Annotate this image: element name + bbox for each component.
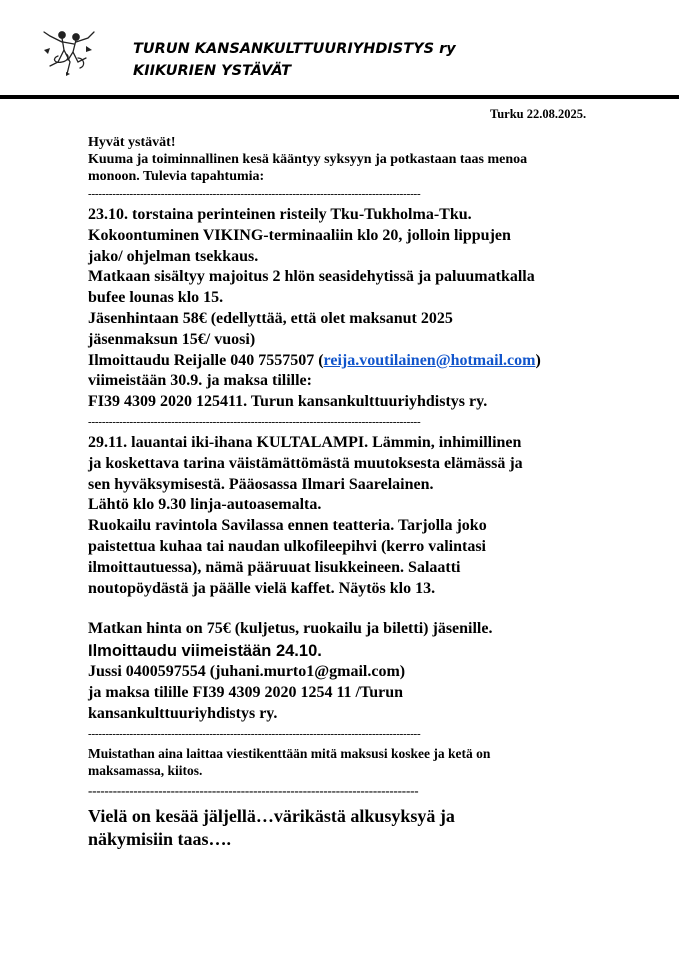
- separator: ------------------------------------------------------------------------------------------------: [88, 188, 421, 200]
- intro: [88, 134, 648, 185]
- event-contact: Jussi 0400597554 (juhani.murto1@gmail.com): [88, 663, 406, 681]
- registration-text-end: ): [535, 351, 541, 369]
- event-line: 29.11. lauantai iki-ihana KULTALAMPI. Lämmin, inhimillinen: [88, 433, 522, 451]
- event-line: ilmoittautuessa), nämä pääruuat lisukkeineen. Salaatti: [88, 558, 461, 576]
- letter-body: [88, 134, 648, 851]
- event-line: jako/ ohjelman tsekkaus.: [88, 247, 259, 265]
- organization-name: [133, 38, 456, 82]
- registration-text: Ilmoittaudu Reijalle 040 7557507 (: [88, 351, 324, 369]
- intro-line: Kuuma ja toiminnallinen kesä kääntyy syksyyn ja potkastaan taas menoa: [88, 152, 528, 167]
- separator: ------------------------------------------------------------------------------------------------: [88, 727, 421, 740]
- event-deadline: Ilmoittaudu viimeistään 24.10.: [88, 642, 322, 661]
- org-line-2: KIIKURIEN YSTÄVÄT: [133, 63, 292, 79]
- event-line: bufee lounas klo 15.: [88, 289, 224, 307]
- event-theatre: [88, 433, 648, 725]
- org-line-1: TURUN KANSANKULTTUURIYHDISTYS ry: [133, 41, 456, 57]
- event-line: Ruokailu ravintola Savilassa ennen teatteria. Tarjolla joko: [88, 517, 487, 535]
- email-link[interactable]: reija.voutilainen@hotmail.com: [323, 351, 536, 369]
- event-line: Matkaan sisältyy majoitus 2 hlön seasidehytissä ja paluumatkalla: [88, 268, 535, 286]
- reminder: [88, 745, 648, 780]
- header-divider: [0, 95, 679, 99]
- event-payment: kansankulttuuriyhdistys ry.: [88, 704, 278, 722]
- event-line: viimeistään 30.9. ja maksa tilille:: [88, 372, 312, 390]
- closing-line: näkymisiin taas….: [88, 828, 232, 849]
- closing-line: Vielä on kesää jäljellä…värikästä alkusyksyä ja: [88, 805, 455, 826]
- event-line: sen hyväksymisestä. Pääosassa Ilmari Saarelainen.: [88, 475, 434, 493]
- event-line: paistettua kuhaa tai naudan ulkofileepihvi (kerro valintasi: [88, 537, 486, 555]
- event-cruise: [88, 205, 648, 413]
- event-line: Kokoontuminen VIKING-terminaaliin klo 20, jolloin lippujen: [88, 226, 511, 244]
- reminder-line: maksamassa, kiitos.: [88, 763, 203, 779]
- closing: [88, 805, 648, 851]
- greeting: Hyvät ystävät!: [88, 135, 176, 150]
- event-line: jäsenmaksun 15€/ vuosi): [88, 330, 256, 348]
- event-line: FI39 4309 2020 125411. Turun kansankulttuuriyhdistys ry.: [88, 393, 488, 411]
- separator: --------------------------------------------------------------------------------: [88, 782, 419, 798]
- spacer: [88, 599, 648, 619]
- separator: ------------------------------------------------------------------------------------------------: [88, 415, 421, 428]
- event-line: Lähtö klo 9.30 linja-autoasemalta.: [88, 496, 322, 514]
- event-payment: ja maksa tilille FI39 4309 2020 1254 11 /Turun: [88, 683, 403, 701]
- event-line: noutopöydästä ja päälle vielä kaffet. Näytös klo 13.: [88, 579, 436, 597]
- event-line: Jäsenhintaan 58€ (edellyttää, että olet maksanut 2025: [88, 309, 453, 327]
- event-line: ja koskettava tarina väistämättömästä muutoksesta elämässä ja: [88, 454, 523, 472]
- event-line: 23.10. torstaina perinteinen risteily Tku-Tukholma-Tku.: [88, 206, 472, 223]
- intro-line: monoon. Tulevia tapahtumia:: [88, 169, 265, 184]
- dancing-couple-icon: [40, 28, 98, 78]
- reminder-line: Muistathan aina laittaa viestikenttään mitä maksusi koskee ja ketä on: [88, 745, 491, 761]
- letter-date: Turku 22.08.2025.: [490, 107, 587, 121]
- event-line: [88, 351, 648, 372]
- event-price: Matkan hinta on 75€ (kuljetus, ruokailu ja biletti) jäsenille.: [88, 620, 493, 638]
